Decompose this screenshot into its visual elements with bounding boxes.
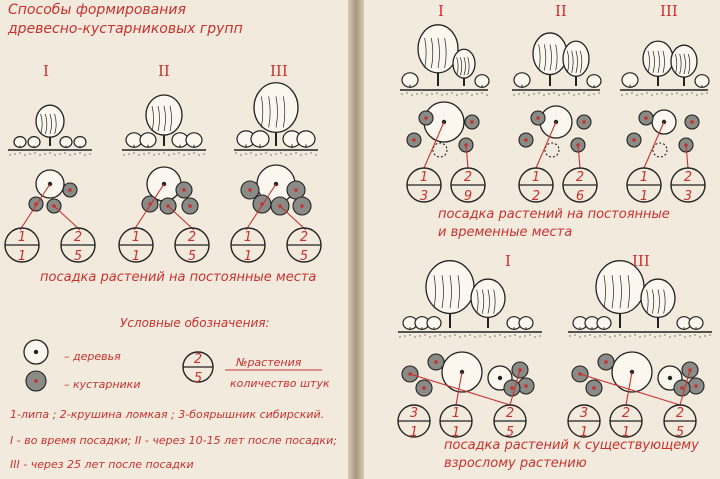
- right-bottom-1-ground-dots: [399, 336, 400, 337]
- right-stage-3-ground-dots: [656, 93, 657, 94]
- left-stage-2-ground-dots: [198, 154, 199, 155]
- stage-label-2: II: [158, 62, 170, 80]
- right-bottom-1-ground-dots: [499, 334, 500, 335]
- left-stage-3-ground-dots: [265, 152, 266, 153]
- right-stage-2-ground-dots: [583, 92, 584, 93]
- right-stage-3-ground-dots: [681, 94, 682, 95]
- right-stage-2-ground-dots: [573, 94, 574, 95]
- right-stage-1-ground-dots: [476, 93, 477, 94]
- right-stage-2-fraction-2-bottom: 6: [575, 189, 585, 204]
- right-stage-3-plan-shrub-dot: [644, 116, 648, 120]
- left-stage-1-ground-dots: [59, 153, 60, 154]
- right-stage-1-ground-dots: [431, 93, 432, 94]
- left-stage-1-ground-dots: [44, 153, 45, 154]
- right-stage-3-ground-dots: [666, 94, 667, 95]
- right-stage-3-tree-2-crown: [671, 45, 697, 77]
- legend-tree-symbol-center: [34, 350, 38, 354]
- left-stage-1-leader-1: [20, 184, 50, 230]
- caption-temporary-line-2: и временные места: [438, 225, 573, 240]
- right-stage-2-plan-shrub: [545, 143, 559, 157]
- right-bottom-1-ground-dots: [434, 335, 435, 336]
- right-bottom-2-ground-dots: [634, 334, 635, 335]
- right-stage-1-ground-dots: [406, 92, 407, 93]
- right-bottom-2-ground-dots: [579, 336, 580, 337]
- right-stage-1-ground-dots: [416, 93, 417, 94]
- right-bottom-2-ground-dots: [669, 336, 670, 337]
- right-bottom-2-ground-dots: [699, 336, 700, 337]
- left-stage-3-ground-dots: [250, 152, 251, 153]
- left-stage-2-fraction-1-top: 1: [131, 230, 141, 245]
- right-stage-1-fraction-1-top: 1: [419, 170, 429, 185]
- title-line-1: Способы формирования: [8, 2, 186, 18]
- right-bottom-2-ground-dots: [659, 335, 660, 336]
- right-bottom-1-ground-dots: [429, 336, 430, 337]
- left-stage-3-fraction-1-bottom: 1: [243, 249, 253, 264]
- right-stage-1-ground-dots: [411, 94, 412, 95]
- left-stage-2-ground-dots: [163, 152, 164, 153]
- right-bottom-2-plan-tree-2-center: [668, 376, 672, 380]
- title-line-2: древесно-кустарниковых групп: [8, 21, 243, 37]
- right-bottom-2-ground-dots: [654, 336, 655, 337]
- right-stage-2-ground-dots: [578, 93, 579, 94]
- left-stage-3-ground-dots: [295, 152, 296, 153]
- right-stage-1-ground-dots: [441, 94, 442, 95]
- legend-count-label: количество штук: [230, 377, 330, 390]
- right-stage-2-tree-crown: [533, 33, 567, 75]
- right-bottom-1-ground-dots: [454, 334, 455, 335]
- left-stage-3-ground-dots: [240, 154, 241, 155]
- right-stage-2-plan-shrub-dot: [582, 120, 586, 124]
- right-bottom-1-plan-shrub-dot: [434, 360, 438, 364]
- right-bottom-2-ground-dots: [624, 336, 625, 337]
- right-stage-1-plan-shrub-dot: [412, 138, 416, 142]
- right-bottom-2-ground-dots: [664, 334, 665, 335]
- legend-tree-label: – деревья: [64, 350, 121, 363]
- right-bottom-1-ground-dots: [409, 334, 410, 335]
- right-stage-2-fraction-1-bottom: 2: [531, 189, 541, 204]
- right-bottom-2-ground-dots: [644, 335, 645, 336]
- right-bottom-1-ground-dots: [539, 335, 540, 336]
- legend-number-label: №растения: [236, 356, 302, 369]
- right-stage-3-fraction-1-bottom: 1: [639, 189, 649, 204]
- right-bottom-2-ground-dots: [614, 335, 615, 336]
- right-stage-label-2: II: [555, 2, 567, 20]
- right-stage-1-fraction-2-bottom: 9: [463, 189, 473, 204]
- left-stage-1-ground-dots: [34, 152, 35, 153]
- right-stage-1-plan-shrub-dot: [470, 120, 474, 124]
- right-stage-3-ground-dots: [706, 92, 707, 93]
- right-stage-3-ground-dots: [621, 94, 622, 95]
- left-stage-1-fraction-2-bottom: 5: [73, 249, 83, 264]
- left-stage-1-ground-dots: [24, 154, 25, 155]
- legend-fraction-bottom: 5: [193, 371, 203, 386]
- right-stage-2-fraction-2-top: 2: [575, 170, 585, 185]
- right-stage-2-ground-dots: [533, 93, 534, 94]
- left-stage-2-ground-dots: [183, 154, 184, 155]
- right-bottom-1-plan-shrub-dot: [524, 384, 528, 388]
- right-stage-1-ground-dots: [451, 92, 452, 93]
- left-stage-1-ground-dots: [9, 154, 10, 155]
- left-stage-1-fraction-1-top: 1: [17, 230, 27, 245]
- right-bottom-1-plan-shrub-dot: [422, 386, 426, 390]
- right-stage-2-fraction-1-top: 1: [531, 170, 541, 185]
- left-stage-3-tree-crown: [254, 83, 298, 133]
- right-stage-1-plan-shrub: [433, 143, 447, 157]
- right-stage-3-ground-dots: [651, 94, 652, 95]
- left-stage-2-ground-dots: [168, 154, 169, 155]
- left-stage-2-plan-shrub-dot: [182, 188, 186, 192]
- right-bottom-1-ground-dots: [504, 336, 505, 337]
- right-stage-3-ground-dots: [646, 92, 647, 93]
- right-bottom-2-ground-dots: [609, 336, 610, 337]
- right-bottom-2-ground-dots: [694, 334, 695, 335]
- right-stage-3-plan-shrub-dot: [690, 120, 694, 124]
- right-stage-2-ground-dots: [563, 93, 564, 94]
- right-bottom-2-fraction-3-top: 2: [675, 406, 685, 421]
- left-stage-3-ground-dots: [310, 152, 311, 153]
- left-stage-2-ground-dots: [203, 153, 204, 154]
- right-bottom-2-ground-dots: [599, 335, 600, 336]
- right-bottom-1-ground-dots: [514, 334, 515, 335]
- left-stage-1-ground-dots: [29, 153, 30, 154]
- right-bottom-2-plan-shrub-dot: [604, 360, 608, 364]
- left-stage-3-fraction-2-bottom: 5: [299, 249, 309, 264]
- left-stage-2-ground-dots: [193, 152, 194, 153]
- right-bottom-2-fraction-2-top: 2: [621, 406, 631, 421]
- left-stage-1-fraction-2-top: 2: [73, 230, 83, 245]
- right-bottom-2-ground-dots: [649, 334, 650, 335]
- caption-permanent: посадка растений на постоянные места: [40, 270, 317, 285]
- left-stage-2-ground-dots: [178, 152, 179, 153]
- right-bottom-2-ground-dots: [684, 336, 685, 337]
- right-stage-2-ground-dots: [523, 92, 524, 93]
- right-bottom-1-fraction-1-top: 3: [409, 406, 419, 421]
- right-stage-3-ground-dots: [676, 92, 677, 93]
- left-stage-2-ground-dots: [158, 153, 159, 154]
- legend-shrub-label: – кустарники: [64, 378, 141, 391]
- right-stage-1-ground-dots: [446, 93, 447, 94]
- left-stage-3-fraction-1-top: 1: [243, 230, 253, 245]
- right-stage-1-ground-dots: [471, 94, 472, 95]
- left-stage-2-ground-dots: [133, 152, 134, 153]
- right-bottom-1-fraction-2-top: 1: [451, 406, 461, 421]
- left-stage-2-ground-dots: [148, 152, 149, 153]
- left-stage-1-ground-dots: [74, 153, 75, 154]
- right-bottom-1-ground-dots: [474, 336, 475, 337]
- left-stage-3-ground-dots: [290, 153, 291, 154]
- stage-label-3: III: [270, 62, 288, 80]
- left-stage-1-ground-dots: [54, 154, 55, 155]
- right-stage-label-1: I: [438, 2, 444, 20]
- right-stage-3-ground-dots: [696, 94, 697, 95]
- left-stage-3-plan-shrub-dot: [300, 204, 304, 208]
- right-stage-1-ground-dots: [466, 92, 467, 93]
- right-stage-3-fraction-1-top: 1: [639, 170, 649, 185]
- right-bottom-1-ground-dots: [524, 335, 525, 336]
- left-stage-1-tree-crown: [36, 105, 64, 137]
- right-stage-2-ground-dots: [568, 92, 569, 93]
- left-stage-2-ground-dots: [138, 154, 139, 155]
- left-stage-1-leader-2: [54, 206, 80, 230]
- right-bottom-1-ground-dots: [459, 336, 460, 337]
- note-stages: I - во время посадки; II - через 10-15 лет после посадки;: [10, 434, 337, 447]
- right-stage-2-ground-dots: [538, 92, 539, 93]
- right-stage-3-ground-dots: [641, 93, 642, 94]
- left-stage-1-ground-dots: [79, 152, 80, 153]
- left-stage-1-ground-dots: [64, 152, 65, 153]
- right-bottom-1-ground-dots: [464, 335, 465, 336]
- right-bottom-1-fraction-3-top: 2: [505, 406, 515, 421]
- right-stage-3-ground-dots: [626, 93, 627, 94]
- right-bottom-1-ground-dots: [419, 335, 420, 336]
- right-stage-3-fraction-2-top: 2: [683, 170, 693, 185]
- right-bottom-1-ground-dots: [449, 335, 450, 336]
- left-stage-3-ground-dots: [285, 154, 286, 155]
- right-stage-1-ground-dots: [461, 93, 462, 94]
- left-stage-2-fraction-2-bottom: 5: [187, 249, 197, 264]
- left-stage-1-ground-dots: [49, 152, 50, 153]
- right-bottom-label-3: III: [632, 252, 650, 270]
- right-bottom-2-ground-dots: [679, 334, 680, 335]
- left-stage-2-fraction-1-bottom: 1: [131, 249, 141, 264]
- right-bottom-1-ground-dots: [489, 336, 490, 337]
- left-stage-3-plan-shrub-dot: [248, 188, 252, 192]
- right-bottom-1-ground-dots: [404, 335, 405, 336]
- right-bottom-1-ground-dots: [509, 335, 510, 336]
- right-bottom-2-ground-dots: [594, 336, 595, 337]
- right-stage-2-ground-dots: [553, 92, 554, 93]
- left-stage-3-ground-dots: [315, 154, 316, 155]
- right-bottom-2-plan-shrub-dot: [680, 386, 684, 390]
- left-stage-1-fraction-1-bottom: 1: [17, 249, 27, 264]
- left-stage-1-ground-dots: [19, 152, 20, 153]
- caption-temporary-line-1: посадка растений на постоянные: [438, 207, 670, 222]
- right-stage-1-tree-2-crown: [453, 49, 475, 78]
- left-stage-3-ground-dots: [255, 154, 256, 155]
- right-bottom-1-ground-dots: [479, 335, 480, 336]
- right-stage-2-ground-dots: [518, 93, 519, 94]
- right-bottom-1-ground-dots: [494, 335, 495, 336]
- right-bottom-2-ground-dots: [584, 335, 585, 336]
- right-stage-2-tree-2-crown: [563, 41, 589, 76]
- right-bottom-1-fraction-2-bottom: 1: [451, 425, 461, 440]
- left-stage-3-ground-dots: [280, 152, 281, 153]
- left-stage-2-ground-dots: [128, 153, 129, 154]
- right-bottom-1-ground-dots: [439, 334, 440, 335]
- right-bottom-1-ground-dots: [424, 334, 425, 335]
- right-stage-2-plan-shrub-dot: [524, 138, 528, 142]
- right-bottom-2-ground-dots: [574, 334, 575, 335]
- right-bottom-1-ground-dots: [519, 336, 520, 337]
- right-bottom-2-ground-dots: [569, 335, 570, 336]
- left-stage-3-ground-dots: [300, 154, 301, 155]
- right-stage-1-plan-shrub-dot: [424, 116, 428, 120]
- right-stage-2-ground-dots: [548, 93, 549, 94]
- right-stage-1-ground-dots: [456, 94, 457, 95]
- left-stage-2-plan-shrub-dot: [188, 204, 192, 208]
- left-stage-3-plan-shrub-dot: [294, 188, 298, 192]
- legend-fraction-top: 2: [193, 352, 203, 367]
- right-stage-3-ground-dots: [631, 92, 632, 93]
- right-bottom-1-ground-dots: [534, 336, 535, 337]
- right-stage-2-ground-dots: [593, 93, 594, 94]
- right-bottom-1-ground-dots: [484, 334, 485, 335]
- right-stage-1-ground-dots: [421, 92, 422, 93]
- left-stage-2-ground-dots: [153, 154, 154, 155]
- right-stage-2-ground-dots: [558, 94, 559, 95]
- right-bottom-1-fraction-3-bottom: 5: [505, 425, 515, 440]
- left-stage-1-plan-shrub-dot: [68, 188, 72, 192]
- right-stage-1-fraction-1-bottom: 3: [419, 189, 429, 204]
- left-stage-1-ground-dots: [69, 154, 70, 155]
- right-bottom-label-1: I: [505, 252, 511, 270]
- right-stage-2-ground-dots: [588, 94, 589, 95]
- right-bottom-2-plan-shrub-dot: [592, 386, 596, 390]
- right-bottom-2-ground-dots: [629, 335, 630, 336]
- note-stage-3: III - через 25 лет после посадки: [10, 458, 194, 471]
- right-bottom-1-ground-dots: [469, 334, 470, 335]
- right-stage-3-ground-dots: [686, 93, 687, 94]
- right-bottom-1-ground-dots: [444, 336, 445, 337]
- right-stage-3-ground-dots: [661, 92, 662, 93]
- right-stage-3-plan-shrub: [653, 143, 667, 157]
- right-stage-2-ground-dots: [528, 94, 529, 95]
- left-stage-3-ground-dots: [245, 153, 246, 154]
- right-bottom-1-plan-shrub-dot: [510, 386, 514, 390]
- right-stage-3-plan-shrub-dot: [632, 138, 636, 142]
- left-stage-1-ground-dots: [14, 153, 15, 154]
- legend-title: Условные обозначения:: [120, 316, 270, 330]
- right-stage-1-ground-dots: [401, 93, 402, 94]
- right-stage-3-ground-dots: [636, 94, 637, 95]
- right-stage-1-ground-dots: [486, 94, 487, 95]
- right-bottom-2-fraction-3-bottom: 5: [675, 425, 685, 440]
- right-stage-1-ground-dots: [426, 94, 427, 95]
- left-stage-2-ground-dots: [173, 153, 174, 154]
- right-bottom-2-ground-dots: [589, 334, 590, 335]
- right-bottom-1-tree-adult-crown: [426, 261, 474, 314]
- right-bottom-2-fraction-2-bottom: 1: [621, 425, 631, 440]
- legend-shrub-symbol-dot: [34, 379, 38, 383]
- right-stage-3-ground-dots: [701, 93, 702, 94]
- right-stage-1-ground-dots: [481, 92, 482, 93]
- right-bottom-2-tree-new-crown: [641, 279, 675, 317]
- left-stage-1-ground-dots: [39, 154, 40, 155]
- right-bottom-2-ground-dots: [709, 334, 710, 335]
- right-bottom-1-tree-new-crown: [471, 279, 505, 317]
- right-stage-2-ground-dots: [543, 94, 544, 95]
- right-stage-3-ground-dots: [691, 92, 692, 93]
- right-stage-label-3: III: [660, 2, 678, 20]
- left-stage-3-ground-dots: [305, 153, 306, 154]
- right-stage-2-ground-dots: [513, 94, 514, 95]
- left-stage-3-ground-dots: [235, 152, 236, 153]
- left-stage-3-fraction-2-top: 2: [299, 230, 309, 245]
- right-stage-1-fraction-2-top: 2: [463, 170, 473, 185]
- left-stage-3-ground-dots: [260, 153, 261, 154]
- right-bottom-2-ground-dots: [619, 334, 620, 335]
- stage-label-1: I: [43, 62, 49, 80]
- right-stage-3-tree-crown: [643, 41, 673, 76]
- left-stage-2-ground-dots: [143, 153, 144, 154]
- note-species: 1-липа ; 2-крушина ломкая ; 3-боярышник сибирский.: [10, 408, 325, 421]
- right-stage-2-plan-shrub-dot: [536, 116, 540, 120]
- right-bottom-2-ground-dots: [604, 334, 605, 335]
- left-stage-2-fraction-2-top: 2: [187, 230, 197, 245]
- right-bottom-2-fraction-1-top: 3: [579, 406, 589, 421]
- right-bottom-2-ground-dots: [674, 335, 675, 336]
- right-bottom-2-ground-dots: [704, 335, 705, 336]
- right-bottom-2-ground-dots: [639, 336, 640, 337]
- right-bottom-1-plan-tree-2-center: [498, 376, 502, 380]
- right-stage-2-ground-dots: [598, 92, 599, 93]
- left-stage-3-ground-dots: [270, 154, 271, 155]
- right-bottom-1-ground-dots: [414, 336, 415, 337]
- caption-adult-line-1: посадка растений к существующему: [444, 438, 699, 453]
- left-stage-2-ground-dots: [123, 154, 124, 155]
- right-stage-3-fraction-2-bottom: 3: [683, 189, 693, 204]
- right-stage-3-ground-dots: [671, 93, 672, 94]
- right-bottom-1-ground-dots: [529, 334, 530, 335]
- right-stage-1-ground-dots: [436, 92, 437, 93]
- left-stage-2-tree-crown: [146, 95, 182, 135]
- right-bottom-1-fraction-1-bottom: 1: [409, 425, 419, 440]
- right-bottom-2-plan-shrub-dot: [694, 384, 698, 388]
- left-stage-3-ground-dots: [275, 153, 276, 154]
- left-stage-2-ground-dots: [188, 153, 189, 154]
- caption-adult-line-2: взрослому растению: [444, 456, 587, 471]
- right-stage-1-tree-crown: [418, 25, 458, 73]
- right-bottom-2-ground-dots: [689, 335, 690, 336]
- left-stage-1-ground-dots: [89, 153, 90, 154]
- left-stage-1-ground-dots: [84, 154, 85, 155]
- right-bottom-2-fraction-1-bottom: 1: [579, 425, 589, 440]
